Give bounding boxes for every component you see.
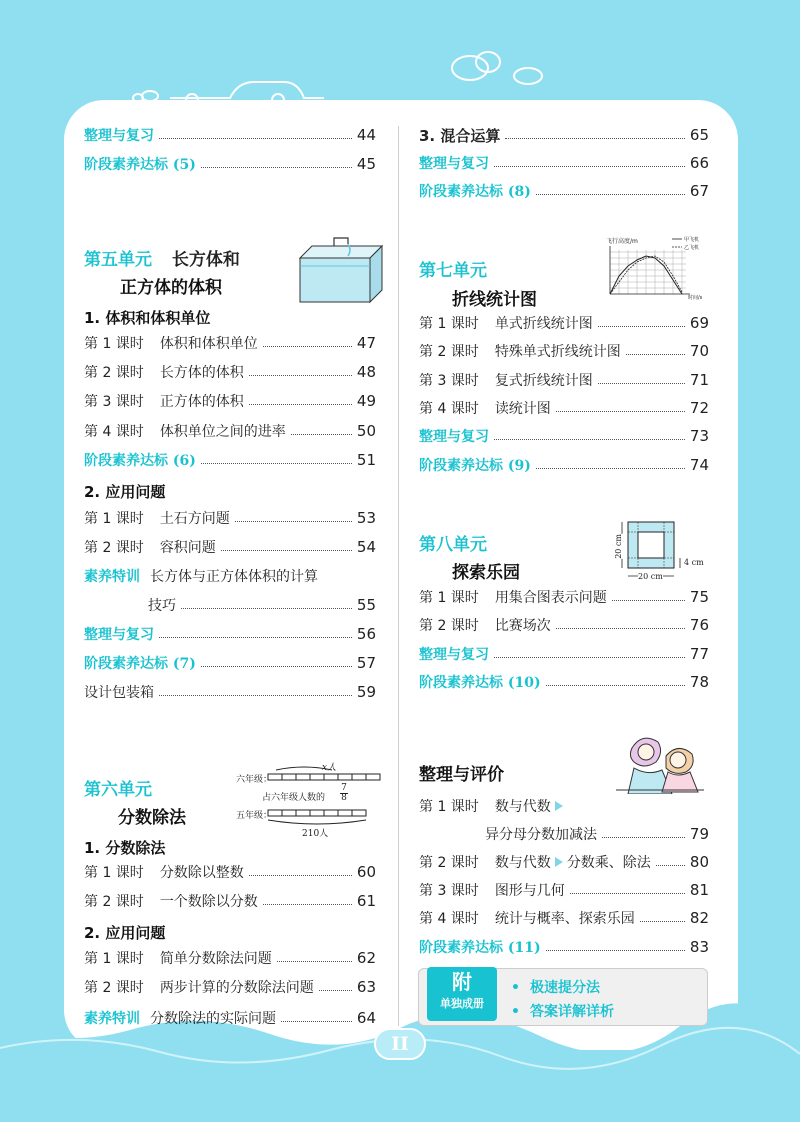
lesson-label: 第 3 课时 — [84, 394, 144, 410]
toc-title: 两步计算的分数除法问题 — [159, 980, 314, 996]
toc-entry-lesson[interactable] — [84, 421, 376, 441]
leader-dots — [494, 166, 685, 167]
toc-entry-assessment[interactable] — [84, 450, 376, 470]
toc-page: 74 — [689, 456, 709, 474]
toc-page: 51 — [356, 451, 376, 469]
bullet: • — [511, 980, 520, 996]
toc-page: 48 — [356, 363, 376, 381]
leader-dots — [221, 550, 352, 551]
toc-entry-assessment[interactable] — [419, 181, 709, 201]
leader-dots — [249, 404, 352, 405]
toc-entry-sub[interactable] — [485, 824, 709, 844]
toc-title: 整理与复习 — [84, 128, 154, 144]
lesson-label: 第 4 课时 — [419, 401, 479, 417]
leader-dots — [291, 434, 352, 435]
toc-page: 53 — [356, 509, 376, 527]
toc-entry-project[interactable] — [84, 682, 376, 702]
toc-page: 59 — [356, 683, 376, 701]
page-number: II — [374, 1028, 426, 1060]
toc-title: 统计与概率、探索乐园 — [494, 911, 635, 927]
unit6-heading — [84, 775, 152, 800]
toc-title: 分数除以整数 — [159, 865, 244, 881]
toc-title: 一个数除以分数 — [159, 894, 258, 910]
fraction-bars — [226, 760, 386, 840]
toc-page: 79 — [689, 825, 709, 843]
toc-title: 阶段素养达标 (10) — [419, 675, 541, 691]
toc-page: 64 — [356, 1009, 376, 1027]
toc-title: 体积和体积单位 — [159, 336, 258, 352]
figure-label: 20 cm — [614, 534, 623, 559]
toc-subtitle: 分数乘、除法 — [566, 855, 651, 871]
toc-page: 78 — [689, 673, 709, 691]
toc-title: 体积单位之间的进率 — [159, 424, 286, 440]
section-heading: 2. 应用问题 — [84, 924, 166, 942]
lesson-label: 第 4 课时 — [419, 911, 479, 927]
toc-page: 66 — [689, 154, 709, 172]
column-divider — [398, 126, 399, 1026]
toc-entry-lesson[interactable] — [84, 862, 376, 882]
lesson-label: 第 2 课时 — [419, 855, 479, 871]
leader-dots — [570, 893, 685, 894]
toc-page: 62 — [356, 949, 376, 967]
toc-page: 73 — [689, 427, 709, 445]
toc-page: 47 — [356, 334, 376, 352]
toc-page: 67 — [689, 182, 709, 200]
toc-title: 阶段素养达标 (5) — [84, 157, 196, 173]
toc-entry-lesson[interactable] — [84, 333, 376, 353]
leader-dots — [319, 990, 352, 991]
toc-title: 阶段素养达标 (6) — [84, 453, 196, 469]
leader-dots — [277, 961, 352, 962]
toc-page: 55 — [356, 596, 376, 614]
lesson-label: 第 1 课时 — [84, 951, 144, 967]
mini-chart-svg — [598, 236, 710, 304]
leader-dots — [263, 346, 352, 347]
figure-label: 4 cm — [684, 558, 704, 567]
toc-title: 3. 混合运算 — [419, 126, 501, 145]
leader-dots — [640, 921, 685, 922]
toc-title: 阶段素养达标 (7) — [84, 656, 196, 672]
toc-entry-lesson[interactable] — [84, 948, 376, 968]
bullet: • — [511, 1004, 520, 1020]
leader-dots — [536, 194, 685, 195]
appendix-tab-title: 附 — [452, 970, 472, 994]
leader-dots — [235, 521, 352, 522]
figure-label: 五年级： — [236, 811, 273, 821]
chart-legend: 乙飞机 — [684, 245, 700, 251]
chart-ylabel: 飞行高度/m — [606, 238, 638, 245]
toc-page: 71 — [689, 371, 709, 389]
toc-entry-section[interactable] — [419, 125, 709, 145]
toc-entry-assessment[interactable] — [84, 653, 376, 673]
appendix-box — [418, 968, 708, 1026]
toc-page: 80 — [689, 853, 709, 871]
children-illustration — [612, 728, 708, 794]
leader-dots — [546, 950, 685, 951]
leader-dots — [201, 167, 352, 168]
toc-title: 土石方问题 — [159, 511, 230, 527]
toc-page: 81 — [689, 881, 709, 899]
square-frame-figure — [614, 518, 710, 584]
unit7-heading — [419, 256, 487, 281]
toc-entry-review[interactable] — [84, 624, 376, 644]
leader-dots — [201, 463, 352, 464]
toc-page: 60 — [356, 863, 376, 881]
appendix-tab-subtitle: 单独成册 — [440, 997, 484, 1010]
toc-title: 读统计图 — [494, 401, 551, 417]
unit8-heading — [419, 530, 487, 555]
toc-entry-assessment[interactable] — [419, 455, 709, 475]
chart-xlabel: 时间/s — [688, 295, 703, 301]
lesson-label: 第 1 课时 — [84, 865, 144, 881]
toc-title: 整理与复习 — [84, 627, 154, 643]
leader-dots — [602, 837, 685, 838]
toc-page: 63 — [356, 978, 376, 996]
toc-page: 75 — [689, 588, 709, 606]
toc-page: 83 — [689, 938, 709, 956]
figure-label: 占六年级人数的 — [262, 793, 326, 803]
toc-entry-lesson[interactable] — [84, 391, 376, 411]
toc-page: 70 — [689, 342, 709, 360]
toc-page: 49 — [356, 392, 376, 410]
leader-dots — [598, 383, 685, 384]
unit7-name: 折线统计图 — [452, 290, 537, 310]
toc-entry-lesson[interactable] — [419, 796, 709, 816]
toc-entry-review[interactable] — [84, 125, 376, 145]
toc-entry-special[interactable] — [84, 1008, 376, 1028]
toc-title: 长方体的体积 — [159, 365, 244, 381]
toc-entry-lesson[interactable] — [84, 537, 376, 557]
toc-title: 技巧 — [148, 598, 176, 614]
triangle-arrow-icon — [555, 801, 563, 811]
toc-page: 77 — [689, 645, 709, 663]
lesson-label: 第 1 课时 — [84, 511, 144, 527]
leader-dots — [556, 411, 685, 412]
toc-entry-review[interactable] — [419, 153, 709, 173]
toc-page: 44 — [356, 126, 376, 144]
toc-entry-assessment[interactable] — [419, 937, 709, 957]
toc-title: 阶段素养达标 (8) — [419, 184, 531, 200]
toc-entry-special-cont[interactable] — [148, 595, 376, 615]
toc-page: 76 — [689, 616, 709, 634]
toc-entry-assessment[interactable] — [84, 154, 376, 174]
appendix-item-label: 极速提分法 — [529, 980, 600, 996]
toc-page: 82 — [689, 909, 709, 927]
toc-entry-lesson[interactable] — [419, 341, 709, 361]
toc-title: 设计包装箱 — [84, 685, 154, 701]
leader-dots — [536, 468, 685, 469]
special-label: 素养特训 — [84, 1011, 140, 1027]
water-tank-illustration — [290, 236, 386, 306]
toc-entry-lesson[interactable] — [84, 508, 376, 528]
section-heading: 1. 体积和体积单位 — [84, 309, 211, 327]
leader-dots — [626, 354, 685, 355]
lesson-label: 第 2 课时 — [84, 365, 144, 381]
leader-dots — [159, 138, 352, 139]
leader-dots — [612, 600, 685, 601]
toc-title: 阶段素养达标 (11) — [419, 940, 541, 956]
leader-dots — [249, 875, 352, 876]
leader-dots — [281, 1021, 352, 1022]
toc-title: 整理与复习 — [419, 429, 489, 445]
summary-heading: 整理与评价 — [419, 765, 504, 785]
appendix-tab — [427, 967, 497, 1021]
figure-label: 210人 — [302, 829, 329, 839]
toc-entry-lesson[interactable] — [84, 891, 376, 911]
toc-title: 整理与复习 — [419, 647, 489, 663]
toc-entry-lesson[interactable] — [419, 880, 709, 900]
lesson-label: 第 3 课时 — [419, 883, 479, 899]
lesson-label: 第 1 课时 — [419, 316, 479, 332]
toc-entry-lesson[interactable] — [419, 313, 709, 333]
toc-title: 整理与复习 — [419, 156, 489, 172]
leader-dots — [201, 666, 352, 667]
toc-title: 特殊单式折线统计图 — [494, 344, 621, 360]
toc-title: 数与代数 — [494, 799, 551, 815]
toc-entry-lesson[interactable] — [419, 615, 709, 635]
toc-page: 56 — [356, 625, 376, 643]
lesson-label: 第 2 课时 — [419, 618, 479, 634]
leader-dots — [556, 628, 685, 629]
appendix-item[interactable] — [511, 1001, 614, 1021]
unit-label: 第六单元 — [84, 780, 152, 800]
toc-entry-review[interactable] — [419, 644, 709, 664]
leader-dots — [656, 865, 685, 866]
fraction-denominator: 8 — [341, 793, 347, 803]
section-heading: 1. 分数除法 — [84, 839, 166, 857]
leader-dots — [494, 657, 685, 658]
toc-entry-lesson[interactable] — [419, 398, 709, 418]
toc-title: 阶段素养达标 (9) — [419, 458, 531, 474]
toc-page: 69 — [689, 314, 709, 332]
lesson-label: 第 1 课时 — [419, 799, 479, 815]
toc-page: 54 — [356, 538, 376, 556]
lesson-label: 第 3 课时 — [419, 373, 479, 389]
lesson-label: 第 1 课时 — [419, 590, 479, 606]
toc-title: 单式折线统计图 — [494, 316, 593, 332]
toc-entry-lesson[interactable] — [84, 362, 376, 382]
toc-entry-lesson[interactable] — [419, 852, 709, 872]
unit-name: 长方体和 — [171, 250, 240, 270]
special-label: 素养特训 — [84, 569, 140, 585]
unit6-name: 分数除法 — [118, 808, 186, 828]
toc-title: 数与代数 — [494, 855, 551, 871]
unit8-name: 探索乐园 — [452, 563, 520, 583]
leader-dots — [494, 439, 685, 440]
figure-label: x人 — [322, 763, 337, 773]
appendix-item[interactable] — [511, 977, 600, 997]
leader-dots — [159, 637, 352, 638]
chart-legend: 甲飞机 — [684, 237, 700, 243]
unit5-name-line2: 正方体的体积 — [120, 278, 222, 298]
lesson-label: 第 2 课时 — [419, 344, 479, 360]
fraction-numerator: 7 — [341, 783, 347, 793]
toc-entry-lesson[interactable] — [419, 370, 709, 390]
leader-dots — [249, 375, 352, 376]
lesson-label: 第 2 课时 — [84, 540, 144, 556]
toc-title: 比赛场次 — [494, 618, 551, 634]
leader-dots — [181, 608, 352, 609]
leader-dots — [505, 138, 685, 139]
appendix-item-label: 答案详解详析 — [529, 1004, 614, 1020]
toc-entry-lesson[interactable] — [84, 977, 376, 997]
toc-entry-review[interactable] — [419, 426, 709, 446]
lesson-label: 第 2 课时 — [84, 980, 144, 996]
line-chart-illustration — [598, 236, 710, 304]
leader-dots — [598, 326, 685, 327]
toc-page: 45 — [356, 155, 376, 173]
toc-title: 简单分数除法问题 — [159, 951, 272, 967]
unit5-heading — [84, 245, 240, 270]
leader-dots — [159, 695, 352, 696]
toc-entry-lesson[interactable] — [419, 908, 709, 928]
toc-entry-lesson[interactable] — [419, 587, 709, 607]
figure-label: 六年级： — [236, 775, 273, 785]
figure-label: 20 cm — [638, 572, 663, 581]
unit-label: 第七单元 — [419, 261, 487, 281]
lesson-label: 第 1 课时 — [84, 336, 144, 352]
leader-dots — [546, 685, 685, 686]
toc-page: 50 — [356, 422, 376, 440]
toc-title: 图形与几何 — [494, 883, 565, 899]
triangle-arrow-icon — [555, 857, 563, 867]
toc-title: 用集合图表示问题 — [494, 590, 607, 606]
unit-label: 第八单元 — [419, 535, 487, 555]
toc-page: 57 — [356, 654, 376, 672]
toc-entry-special[interactable] — [84, 566, 376, 586]
toc-page: 72 — [689, 399, 709, 417]
toc-title: 正方体的体积 — [159, 394, 244, 410]
lesson-label: 第 2 课时 — [84, 894, 144, 910]
leader-dots — [263, 904, 352, 905]
toc-title: 异分母分数加减法 — [485, 827, 597, 843]
toc-entry-assessment[interactable] — [419, 672, 709, 692]
toc-page: 61 — [356, 892, 376, 910]
section-heading: 2. 应用问题 — [84, 483, 166, 501]
fraction-bar-figure — [226, 760, 386, 840]
unit-label: 第五单元 — [84, 250, 152, 270]
toc-title: 分数除法的实际问题 — [150, 1011, 276, 1027]
toc-title: 容积问题 — [159, 540, 216, 556]
lesson-label: 第 4 课时 — [84, 424, 144, 440]
toc-title: 复式折线统计图 — [494, 373, 593, 389]
toc-page: 65 — [689, 126, 709, 144]
toc-title: 长方体与正方体体积的计算 — [150, 569, 318, 585]
